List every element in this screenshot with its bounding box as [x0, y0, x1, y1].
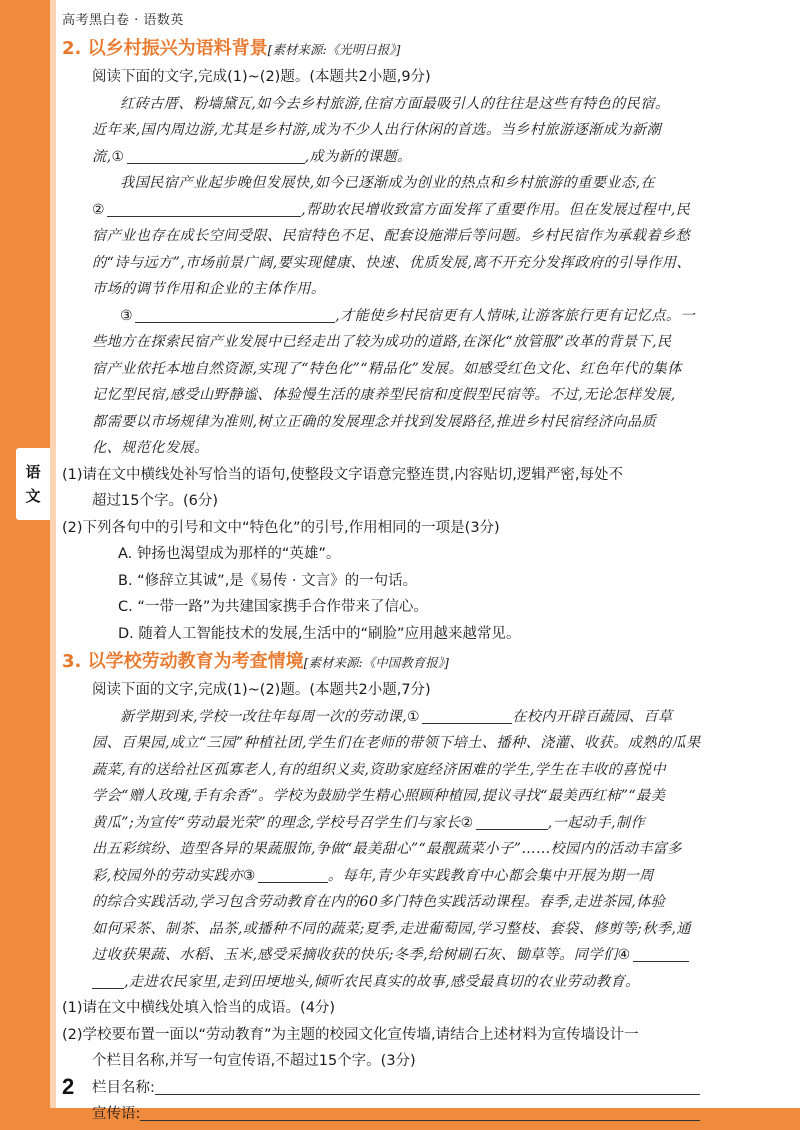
q3-para-text-5b: ,一起动手,制作 [547, 814, 646, 831]
q3-source: [素材来源:《中国教育报》] [303, 655, 449, 670]
q2-para1-line3 [62, 144, 752, 171]
q3-para-line4: 学会“赠人玫瑰,手有余香”。学校为鼓励学生精心照顾种植园,提议寻找“最美西红柿”“最美 [92, 788, 666, 804]
slogan-input[interactable] [140, 1104, 700, 1121]
blank-marker-1: ① [111, 148, 125, 165]
q3-sub1: (1)请在文中横线处填入恰当的成语。(4分) [62, 1000, 336, 1016]
slogan-label: 宣传语: [92, 1106, 141, 1122]
q2-para3-line6: 化、规范化发展。 [92, 440, 209, 456]
answer-blank-2[interactable] [107, 200, 301, 217]
left-margin-stripe [50, 0, 56, 1130]
q2-source: [素材来源:《光明日报》] [267, 42, 401, 57]
slogan-row [62, 1101, 752, 1128]
left-margin-bar [0, 0, 50, 1130]
page-number: 2 [62, 1074, 75, 1099]
q2-para2-line4: 的“诗与远方”,市场前景广阔,要实现健康、快速、优质发展,离不开充分发挥政府的引导作用、 [92, 254, 691, 271]
q2-para3-line4: 记忆型民宿,感受山野静谧、体验慢生活的康养型民宿和度假型民宿等。不过,无论怎样发展, [92, 387, 676, 403]
q2-para2-line3: 宿产业也存在成长空间受限、民宿特色不足、配套设施滞后等问题。乡村民宿作为承载着乡愁 [92, 228, 691, 244]
q3-para-line5 [62, 810, 752, 837]
column-name-input[interactable] [155, 1078, 700, 1095]
q3-para-text-7: 彩,校园外的劳动实践亦 [92, 867, 243, 884]
q2-para1-text: 流, [92, 148, 112, 165]
q3-para-line11 [62, 969, 752, 996]
q3-para-text-10: 过收获果蔬、水稻、玉米,感受采摘收获的快乐;冬季,给树刷石灰、锄草等。同学们 [92, 947, 618, 963]
q3-para-line7 [62, 863, 752, 890]
column-name-label: 栏目名称: [92, 1079, 155, 1096]
q3-para-text-5: 黄瓜”;为宣传“劳动最光荣”的理念,学校号召学生们与家长 [92, 814, 461, 831]
q3-para-line9: 如何采茶、制茶、品茶,或播种不同的蔬菜;夏季,走进葡萄园,学习整枝、套袋、修剪等;秋季,通 [92, 920, 691, 937]
blank-marker-7: ④ [617, 947, 631, 963]
option-a[interactable]: A. 钟扬也渴望成为那样的“英雄”。 [118, 546, 341, 562]
option-b[interactable]: B. “修辞立其诚”,是《易传 · 文言》的一句话。 [118, 572, 418, 589]
idiom-blank-2[interactable] [476, 813, 548, 830]
q2-para2-line2 [62, 197, 752, 224]
q3-title: 3. 以学校劳动教育为考查情境 [62, 651, 304, 672]
q2-para2-text: ,帮助农民增收致富方面发挥了重要作用。但在发展过程中,民 [301, 201, 691, 218]
q3-para-line10 [62, 942, 752, 969]
page-content [62, 34, 752, 1128]
blank-marker-3: ③ [120, 307, 134, 324]
idiom-blank-3[interactable] [258, 866, 328, 883]
idiom-blank-4[interactable] [633, 945, 689, 962]
subject-char-2: 文 [25, 487, 41, 505]
blank-marker-4: ① [406, 708, 421, 725]
blank-marker-2: ② [92, 201, 106, 218]
option-d[interactable]: D. 随着人工智能技术的发展,生活中的“刷脸”应用越来越常见。 [118, 625, 521, 642]
q3-title-row [62, 647, 752, 677]
q3-para-text-7b: 。每年,青少年实践教育中心都会集中开展为期一周 [327, 867, 654, 884]
q2-para1-line1: 红砖古厝、粉墙黛瓦,如今去乡村旅游,住宿方面最吸引人的往往是这些有特色的民宿。 [120, 95, 670, 112]
answer-blank-3[interactable] [135, 306, 335, 323]
q3-para-line8: 的综合实践活动,学习包含劳动教育在内的60多门特色实践活动课程。春季,走进茶园,体验 [92, 894, 666, 910]
q3-para-line6: 出五彩缤纷、造型各异的果蔬服饰,争做“最美甜心”“最靓蔬菜小子”……校园内的活动丰富多 [92, 841, 682, 857]
q3-para-text-1: 新学期到来,学校一改往年每周一次的劳动课, [120, 708, 407, 725]
q2-para3-line3: 宿产业依托本地自然资源,实现了“特色化”“精品化”发展。如感受红色文化、红色年代的集体 [92, 360, 682, 377]
q3-para-line2: 园、百果园,成立“三园”种植社团,学生们在老师的带领下培土、播种、浇灌、收获。成熟的瓜果 [92, 735, 701, 751]
q2-instruction: 阅读下面的文字,完成(1)~(2)题。(本题共2小题,9分) [92, 69, 431, 85]
q2-sub1-line1: (1)请在文中横线处补写恰当的语句,使整段文字语意完整连贯,内容贴切,逻辑严密,每处不 [62, 466, 623, 483]
q2-para3-line1 [62, 303, 752, 330]
blank-marker-6: ③ [242, 867, 256, 884]
q2-sub1-line2: 超过15个字。(6分) [92, 493, 218, 509]
q2-para3-text: ,才能使乡村民宿更有人情味,让游客旅行更有记忆点。一 [335, 307, 696, 324]
q2-para3-line5: 都需要以市场规律为准则,树立正确的发展理念并找到发展路径,推进乡村民宿经济向品质 [92, 413, 657, 430]
q3-para-text-11: ,走进农民家里,走到田埂地头,倾听农民真实的故事,感受最真切的农业劳动教育。 [124, 973, 640, 990]
q3-para-line1 [62, 704, 752, 731]
blank-marker-5: ② [460, 814, 474, 831]
q3-instruction: 阅读下面的文字,完成(1)~(2)题。(本题共2小题,7分) [92, 682, 431, 698]
q2-para1-text-end: ,成为新的课题。 [304, 148, 412, 165]
q2-title-row [62, 34, 752, 64]
book-title: 高考黑白卷 · 语数英 [62, 13, 184, 28]
q2-para3-line2: 些地方在探索民宿产业发展中已经走出了较为成功的道路,在深化“放管服”改革的背景下,民 [92, 334, 672, 350]
q3-sub2-line1: (2)学校要布置一面以“劳动教育”为主题的校园文化宣传墙,请结合上述材料为宣传墙设计一 [62, 1026, 639, 1043]
q2-para2-line1: 我国民宿产业起步晚但发展快,如今已逐渐成为创业的热点和乡村旅游的重要业态,在 [120, 175, 655, 191]
q3-para-line3: 蔬菜,有的送给社区孤寡老人,有的组织义卖,资助家庭经济困难的学生,学生在丰收的喜悦中 [92, 761, 666, 778]
q3-para-text-1b: 在校内开辟百蔬园、百草 [512, 708, 673, 725]
idiom-blank-1[interactable] [422, 707, 512, 724]
subject-char-1: 语 [25, 463, 41, 481]
answer-blank-1[interactable] [127, 147, 305, 164]
q2-para2-line5: 市场的调节作用和企业的主体作用。 [92, 281, 326, 297]
option-c[interactable]: C. “一带一路”为共建国家携手合作带来了信心。 [118, 599, 428, 615]
idiom-blank-4-cont[interactable] [92, 972, 124, 989]
q2-para1-line2: 近年来,国内周边游,尤其是乡村游,成为不少人出行休闲的首选。当乡村旅游逐渐成为新潮 [92, 122, 662, 138]
subject-tab [16, 448, 50, 520]
q3-sub2-line2: 个栏目名称,并写一句宣传语,不超过15个字。(3分) [92, 1053, 416, 1069]
q2-sub2-stem: (2)下列各句中的引号和文中“特色化”的引号,作用相同的一项是(3分) [62, 519, 500, 536]
q2-title: 2. 以乡村振兴为语料背景 [62, 38, 268, 59]
column-name-row [62, 1075, 752, 1102]
